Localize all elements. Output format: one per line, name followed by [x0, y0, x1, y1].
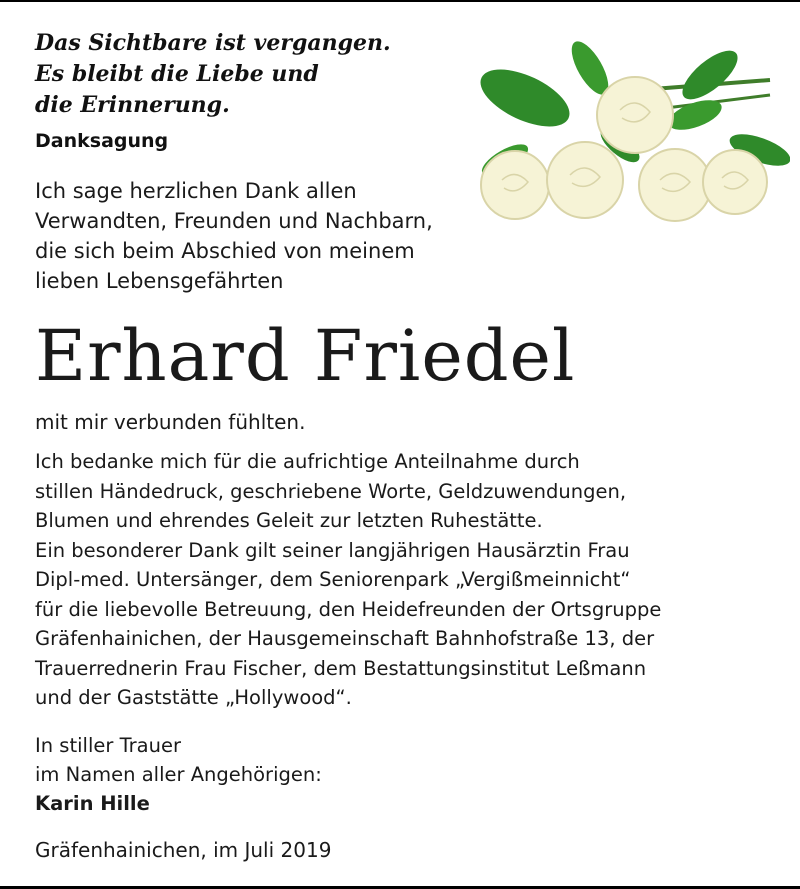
text-line: Gräfenhainichen, der Hausgemeinschaft Bahnhofstraße 13, der	[35, 627, 655, 650]
text-line: Ich bedanke mich für die aufrichtige Anteilnahme durch	[35, 450, 580, 473]
closing-line: im Namen aller Angehörigen:	[35, 763, 322, 786]
heading: Danksagung	[35, 130, 169, 152]
text-line: stillen Händedruck, geschriebene Worte, Geldzuwendungen,	[35, 479, 627, 503]
text-line: Dipl-med. Untersänger, dem Seniorenpark „Vergißmeinnicht“	[35, 568, 631, 591]
closing-line: In stiller Trauer	[35, 734, 181, 757]
closing	[35, 731, 322, 818]
motto	[35, 28, 391, 121]
text-line: mit mir verbunden fühlten.	[35, 410, 306, 434]
deceased-name: Erhard Friedel	[35, 315, 576, 397]
text-line: Trauerrednerin Frau Fischer, dem Bestattungsinstitut Leßmann	[35, 656, 647, 680]
signer-name: Karin Hille	[35, 792, 150, 815]
after-name-text	[35, 407, 305, 437]
text-line: Ich sage herzlichen Dank allen	[35, 179, 357, 203]
text-line: Blumen und ehrendes Geleit zur letzten Ruhestätte.	[35, 509, 543, 532]
white-roses-icon	[470, 20, 790, 230]
motto-line: Es bleibt die Liebe und	[35, 61, 319, 87]
place-date: Gräfenhainichen, im Juli 2019	[35, 838, 332, 862]
text-line: Verwandten, Freunden und Nachbarn,	[35, 209, 433, 233]
text-line: für die liebevolle Betreuung, den Heidefreunden der Ortsgruppe	[35, 597, 662, 621]
text-line: lieben Lebensgefährten	[35, 269, 284, 293]
intro-paragraph	[35, 176, 433, 296]
body-paragraph	[35, 447, 661, 713]
text-line: die sich beim Abschied von meinem	[35, 239, 415, 263]
text-line: und der Gaststätte „Hollywood“.	[35, 686, 352, 709]
text-line: Ein besonderer Dank gilt seiner langjährigen Hausärztin Frau	[35, 538, 630, 562]
motto-line: die Erinnerung.	[35, 92, 230, 118]
motto-line: Das Sichtbare ist vergangen.	[35, 30, 391, 56]
